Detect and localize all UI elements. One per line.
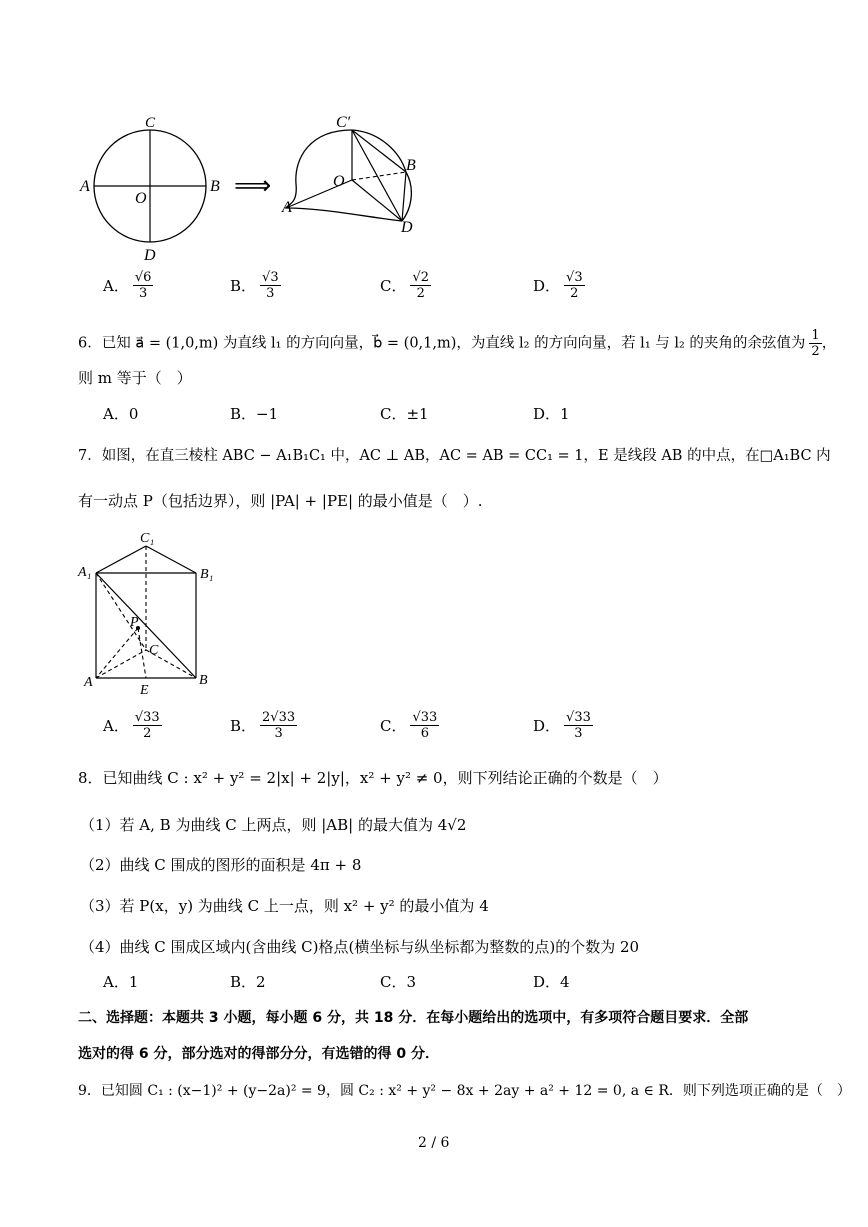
q6-options bbox=[103, 403, 803, 425]
q8-option-b: B．2 bbox=[230, 973, 266, 991]
q7-label-C: C bbox=[149, 643, 159, 658]
q6-stem-line2: 则 m 等于（ ） bbox=[78, 369, 192, 387]
q6-option-a: A．0 bbox=[103, 405, 139, 423]
q9-stem: 9．已知圆 C₁ : (x−1)² + (y−2a)² = 9，圆 C₂ : x² + y² − 8x + 2ay + a² + 12 = 0, a ∈ R．则下列选项正确的是（ ） bbox=[78, 1083, 851, 1099]
section-2-heading-line2: 选对的得 6 分，部分选对的得部分分，有选错的得 0 分． bbox=[78, 1046, 439, 1062]
q8-option-c: C．3 bbox=[380, 973, 417, 991]
q7-label-P: P bbox=[130, 615, 139, 630]
q5-label-C: C bbox=[145, 115, 156, 131]
q7-option-b: B． $\frac{2√33}{3}$ bbox=[230, 710, 296, 741]
q7-label-B1: B₁ bbox=[200, 567, 214, 582]
q8-options bbox=[103, 971, 803, 993]
q7-label-B: B bbox=[199, 673, 208, 688]
q7-option-d: D． $\frac{√33}{3}$ bbox=[533, 710, 591, 741]
q6-option-b: B．−1 bbox=[230, 405, 279, 423]
q5-figure bbox=[70, 108, 430, 270]
q6-option-d: D．1 bbox=[533, 405, 570, 423]
q7-options bbox=[103, 710, 803, 754]
q7-label-C1: C₁ bbox=[140, 531, 155, 546]
q7-label-E: E bbox=[140, 683, 149, 698]
q5-label-B: B bbox=[210, 178, 220, 195]
q5-label-D: D bbox=[144, 247, 156, 264]
q5-options bbox=[103, 270, 803, 314]
q7-label-A1: A₁ bbox=[78, 565, 92, 580]
q8-statement-3: （3）若 P(x，y) 为曲线 C 上一点，则 x² + y² 的最小值为 4 bbox=[80, 897, 489, 915]
q7-option-c: C． $\frac{√33}{6}$ bbox=[380, 710, 438, 741]
q5-option-d: D． $\frac{√3}{2}$ bbox=[533, 270, 583, 301]
q7-label-A: A bbox=[84, 675, 93, 690]
q7-stem-line2: 有一动点 P（包括边界），则 |PA| + |PE| 的最小值是（ ）. bbox=[78, 492, 483, 510]
q8-option-a: A．1 bbox=[103, 973, 139, 991]
q5-label-A: A bbox=[80, 178, 90, 195]
q5-option-a: A． $\frac{√6}{3}$ bbox=[103, 270, 152, 301]
q5-option-b: B． $\frac{√3}{3}$ bbox=[230, 270, 279, 301]
q5r-label-D: D bbox=[401, 219, 413, 236]
page-number: 2 / 6 bbox=[418, 1135, 450, 1151]
q8-stem: 8．已知曲线 C : x² + y² = 2|x| + 2|y|，x² + y² ≠ 0，则下列结论正确的个数是（ ） bbox=[78, 769, 668, 787]
q6-option-c: C．±1 bbox=[380, 405, 429, 423]
q5r-label-C: C′ bbox=[336, 114, 351, 131]
q8-statement-4: （4）曲线 C 围成区域内(含曲线 C)格点(横坐标与纵坐标都为整数的点)的个数为 20 bbox=[80, 938, 640, 956]
q6-stem-line1: 6．已知 a⃗ = (1,0,m) 为直线 l₁ 的方向向量，b⃗ = (0,1,m)，为直线 l₂ 的方向向量，若 l₁ 与 l₂ 的夹角的余弦值为 $\frac{1}{2}$ ， bbox=[78, 328, 837, 359]
q8-statement-2: （2）曲线 C 围成的图形的面积是 4π + 8 bbox=[80, 856, 362, 874]
q5r-label-O: O bbox=[333, 173, 345, 190]
q8-option-d: D．4 bbox=[533, 973, 570, 991]
q7-option-a: A． $\frac{√33}{2}$ bbox=[103, 710, 160, 741]
section-2-heading-line1: 二、选择题：本题共 3 小题，每小题 6 分，共 18 分．在每小题给出的选项中，有多项符合题目要求．全部 bbox=[78, 1010, 749, 1026]
q7-figure bbox=[76, 528, 226, 698]
q5r-label-B: B bbox=[406, 157, 416, 174]
q8-statement-1: （1）若 A, B 为曲线 C 上两点，则 |AB| 的最大值为 4√2 bbox=[80, 816, 467, 834]
q7-stem-line1: 7．如图，在直三棱柱 ABC − A₁B₁C₁ 中，AC ⊥ AB，AC = AB = CC₁ = 1，E 是线段 AB 的中点，在□A₁BC 内 bbox=[78, 448, 831, 464]
q5-arrow: ⟹ bbox=[234, 171, 272, 200]
q5-label-O: O bbox=[135, 190, 147, 207]
q5r-label-A: A bbox=[282, 199, 292, 216]
q5-option-c: C． $\frac{√2}{2}$ bbox=[380, 270, 430, 301]
